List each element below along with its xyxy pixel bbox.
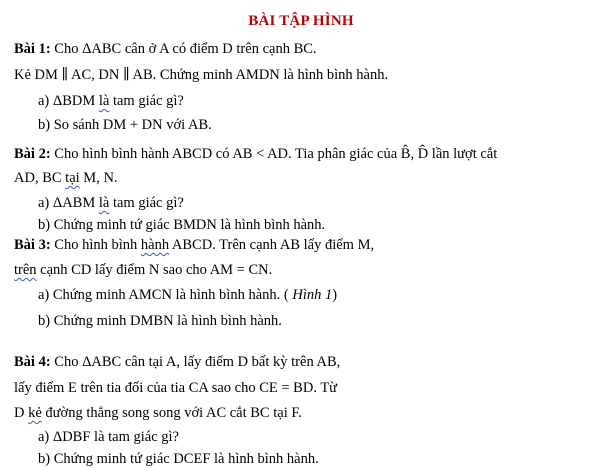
exercise-2-text: Cho hình bình hành ABCD có AB < AD. Tia phân giác của B̂, D̂ lần lượt cắt [50, 146, 498, 162]
spellcheck-word: hành [140, 237, 170, 253]
exercise-1-part-b: b) So sánh DM + DN với AB. [38, 117, 212, 133]
spellcheck-word: là [98, 195, 110, 211]
exercise-1-text: Cho ΔABC cân ở A có điểm D trên cạnh BC. [50, 41, 317, 57]
exercise-3-line-2-post: cạnh CD lấy điểm N sao cho AM = CN. [36, 262, 273, 278]
exercise-3-line-1 [14, 236, 374, 254]
exercise-3-line-1-pre: Cho hình bình [50, 237, 141, 253]
exercise-2-part-a-pre: a) ΔABM [38, 195, 99, 211]
document-title: BÀI TẬP HÌNH [248, 13, 354, 29]
exercise-1-line-2: Kẻ DM ∥ AC, DN ∥ AB. Chứng minh AMDN là hình bình hành. [14, 67, 389, 83]
spellcheck-word: trên [14, 262, 37, 278]
exercise-4-line-2: lấy điểm E trên tia đối của tia CA sao cho CE = BD. Từ [14, 380, 338, 396]
exercise-2-part-b: b) Chứng minh tứ giác BMDN là hình bình hành. [38, 217, 326, 233]
exercise-2-line-1 [14, 145, 497, 163]
exercise-3-line-1-post: ABCD. Trên cạnh AB lấy điểm M, [169, 237, 375, 253]
exercise-1-label: Bài 1: [14, 41, 51, 57]
exercise-2-part-a-post: tam giác gì? [109, 195, 184, 211]
exercise-3-part-a-pre: a) Chứng minh AMCN là hình bình hành. ( [38, 287, 293, 303]
exercise-2-line-2 [14, 169, 118, 187]
exercise-2-label: Bài 2: [14, 146, 51, 162]
spellcheck-word: kẻ [28, 405, 42, 421]
exercise-1-part-a-post: tam giác gì? [109, 93, 184, 109]
exercise-4-line-3-post: đường thẳng song song với AC cắt BC tại F. [41, 405, 302, 421]
exercise-3-part-a-post: ) [332, 287, 338, 303]
exercise-2-line-2-pre: AD, BC [14, 170, 66, 186]
exercise-1-part-a-pre: a) ΔBDM [38, 93, 99, 109]
exercise-4-part-b: b) Chứng minh tứ giác DCEF là hình bình hành. [38, 451, 319, 467]
spellcheck-word: tại [65, 170, 80, 186]
exercise-4-line-3-pre: D [14, 405, 29, 421]
exercise-3-part-b: b) Chứng minh DMBN là hình bình hành. [38, 313, 282, 329]
exercise-1-line-1 [14, 40, 317, 58]
exercise-2-line-2-post: M, N. [79, 170, 118, 186]
exercise-1-part-a [38, 92, 184, 110]
exercise-4-line-1 [14, 353, 340, 371]
spellcheck-word: là [98, 93, 110, 109]
exercise-2-part-a [38, 194, 184, 212]
exercise-3-label: Bài 3: [14, 237, 51, 253]
exercise-4-line-3 [14, 404, 302, 422]
figure-reference: Hình 1 [292, 287, 333, 303]
exercise-4-label: Bài 4: [14, 354, 51, 370]
exercise-4-part-a: a) ΔDBF là tam giác gì? [38, 429, 179, 445]
exercise-3-line-2 [14, 261, 272, 279]
exercise-4-text: Cho ΔABC cân tại A, lấy điểm D bất kỳ trên AB, [50, 354, 341, 370]
exercise-3-part-a [38, 286, 337, 304]
